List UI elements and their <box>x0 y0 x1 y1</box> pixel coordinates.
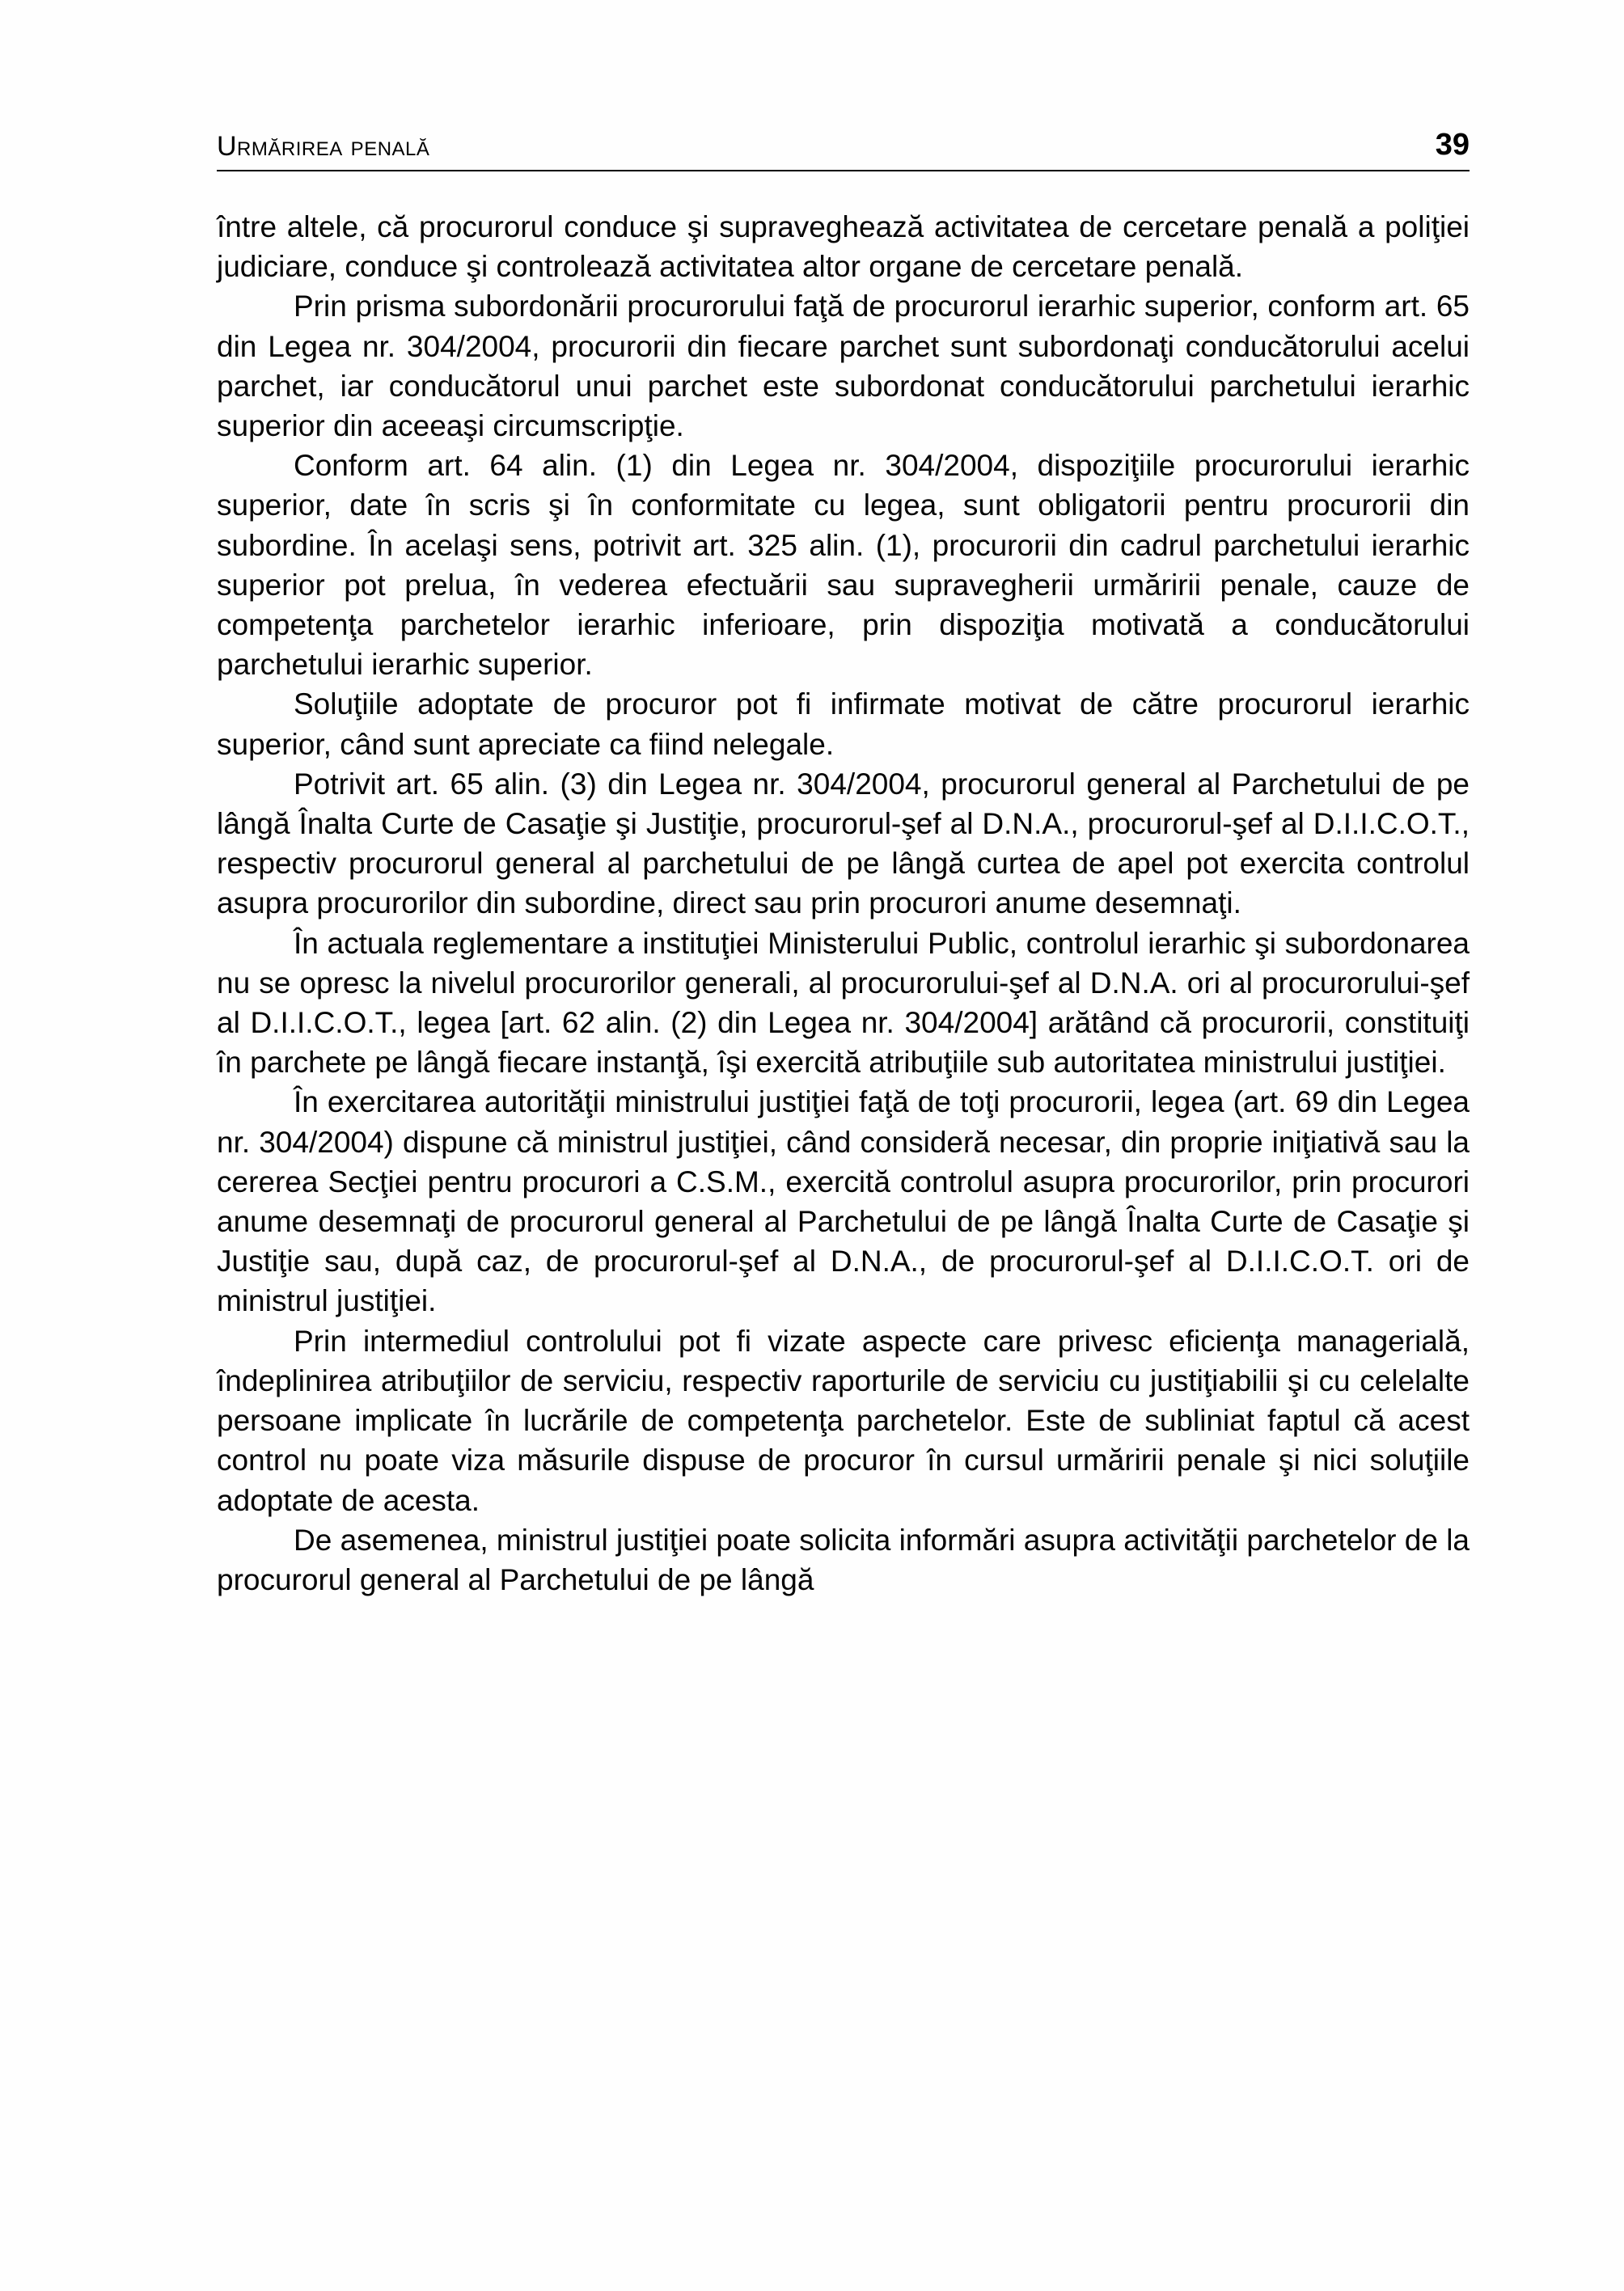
paragraph: Potrivit art. 65 alin. (3) din Legea nr. 304/2004, procurorul general al Parchetului de pe lângă Înalta Curte de Casaţie şi Justiţie, procurorul-şef al D.N.A., procurorul-şef al D.I.I.C.O.T., respectiv procurorul general al parchetului de pe lângă curtea de apel pot exercita controlul asupra procurorilor din subordine, direct sau prin procurori anume desemnaţi. <box>217 767 1470 920</box>
paragraph-continuation: între altele, că procurorul conduce şi supraveghează activitatea de cercetare penală a poliţiei judiciare, conduce şi controlează activitatea altor organe de cercetare penală. <box>217 210 1470 284</box>
paragraph: În actuala reglementare a instituţiei Ministerului Public, controlul ierarhic şi subordonarea nu se opresc la nivelul procurorilor generali, al procurorului-şef al D.N.A. ori al procurorului-şef al D.I.I.C.O.T., legea [art. 62 alin. (2) din Legea nr. 304/2004] arătând că procurorii, constituiţi în parchete pe lângă fiecare instanţă, îşi exercită atribuţiile sub autoritatea ministrului justiţiei. <box>217 926 1470 1080</box>
paragraph: Conform art. 64 alin. (1) din Legea nr. 304/2004, dispoziţiile procurorului ierarhic superior, date în scris şi în conformitate cu legea, sunt obligatorii pentru procurorii din subordine. În acelaşi sens, potrivit art. 325 alin. (1), procurorii din cadrul parchetului ierarhic superior pot prelua, în vederea efectuării sau supravegherii urmăririi penale, cauze de competenţa parchetelor ierarhic inferioare, prin dispoziţia motivată a conducătorului parchetului ierarhic superior. <box>217 449 1470 682</box>
paragraph: Soluţiile adoptate de procuror pot fi infirmate motivat de către procurorul ierarhic superior, când sunt apreciate ca fiind nelegale. <box>217 687 1470 761</box>
paragraph: De asemenea, ministrul justiţiei poate solicita informări asupra activităţii parchetelor de la procurorul general al Parchetului de pe lângă <box>217 1523 1470 1596</box>
page-header <box>217 129 1470 171</box>
running-title: Urmărirea penală <box>217 131 430 162</box>
page-number: 39 <box>1435 128 1470 162</box>
paragraph: Prin intermediul controlului pot fi vizate aspecte care privesc eficienţa managerială, îndeplinirea atribuţiilor de serviciu, respectiv raporturile de serviciu cu justiţiabilii şi cu celelalte persoane implicate în lucrările de competenţa parchetelor. Este de subliniat faptul că acest control nu poate viza măsurile dispuse de procuror în cursul urmăririi penale şi nici soluţiile adoptate de acesta. <box>217 1324 1470 1517</box>
paragraph: Prin prisma subordonării procurorului faţă de procurorul ierarhic superior, conform art. 65 din Legea nr. 304/2004, procurorii din fiecare parchet sunt subordonaţi conducătorului acelui parchet, iar conducătorul unui parchet este subordonat conducătorului parchetului ierarhic superior din aceeaşi circumscripţie. <box>217 290 1470 443</box>
page-body <box>217 207 1470 1600</box>
paragraph: În exercitarea autorităţii ministrului justiţiei faţă de toţi procurorii, legea (art. 69 din Legea nr. 304/2004) dispune că ministrul justiţiei, când consideră necesar, din proprie iniţiativă sau la cererea Secţiei pentru procurori a C.S.M., exercită controlul asupra procurorilor, prin procurori anume desemnaţi de procurorul general al Parchetului de pe lângă Înalta Curte de Casaţie şi Justiţie sau, după caz, de procurorul-şef al D.N.A., de procurorul-şef al D.I.I.C.O.T. ori de ministrul justiţiei. <box>217 1085 1470 1318</box>
